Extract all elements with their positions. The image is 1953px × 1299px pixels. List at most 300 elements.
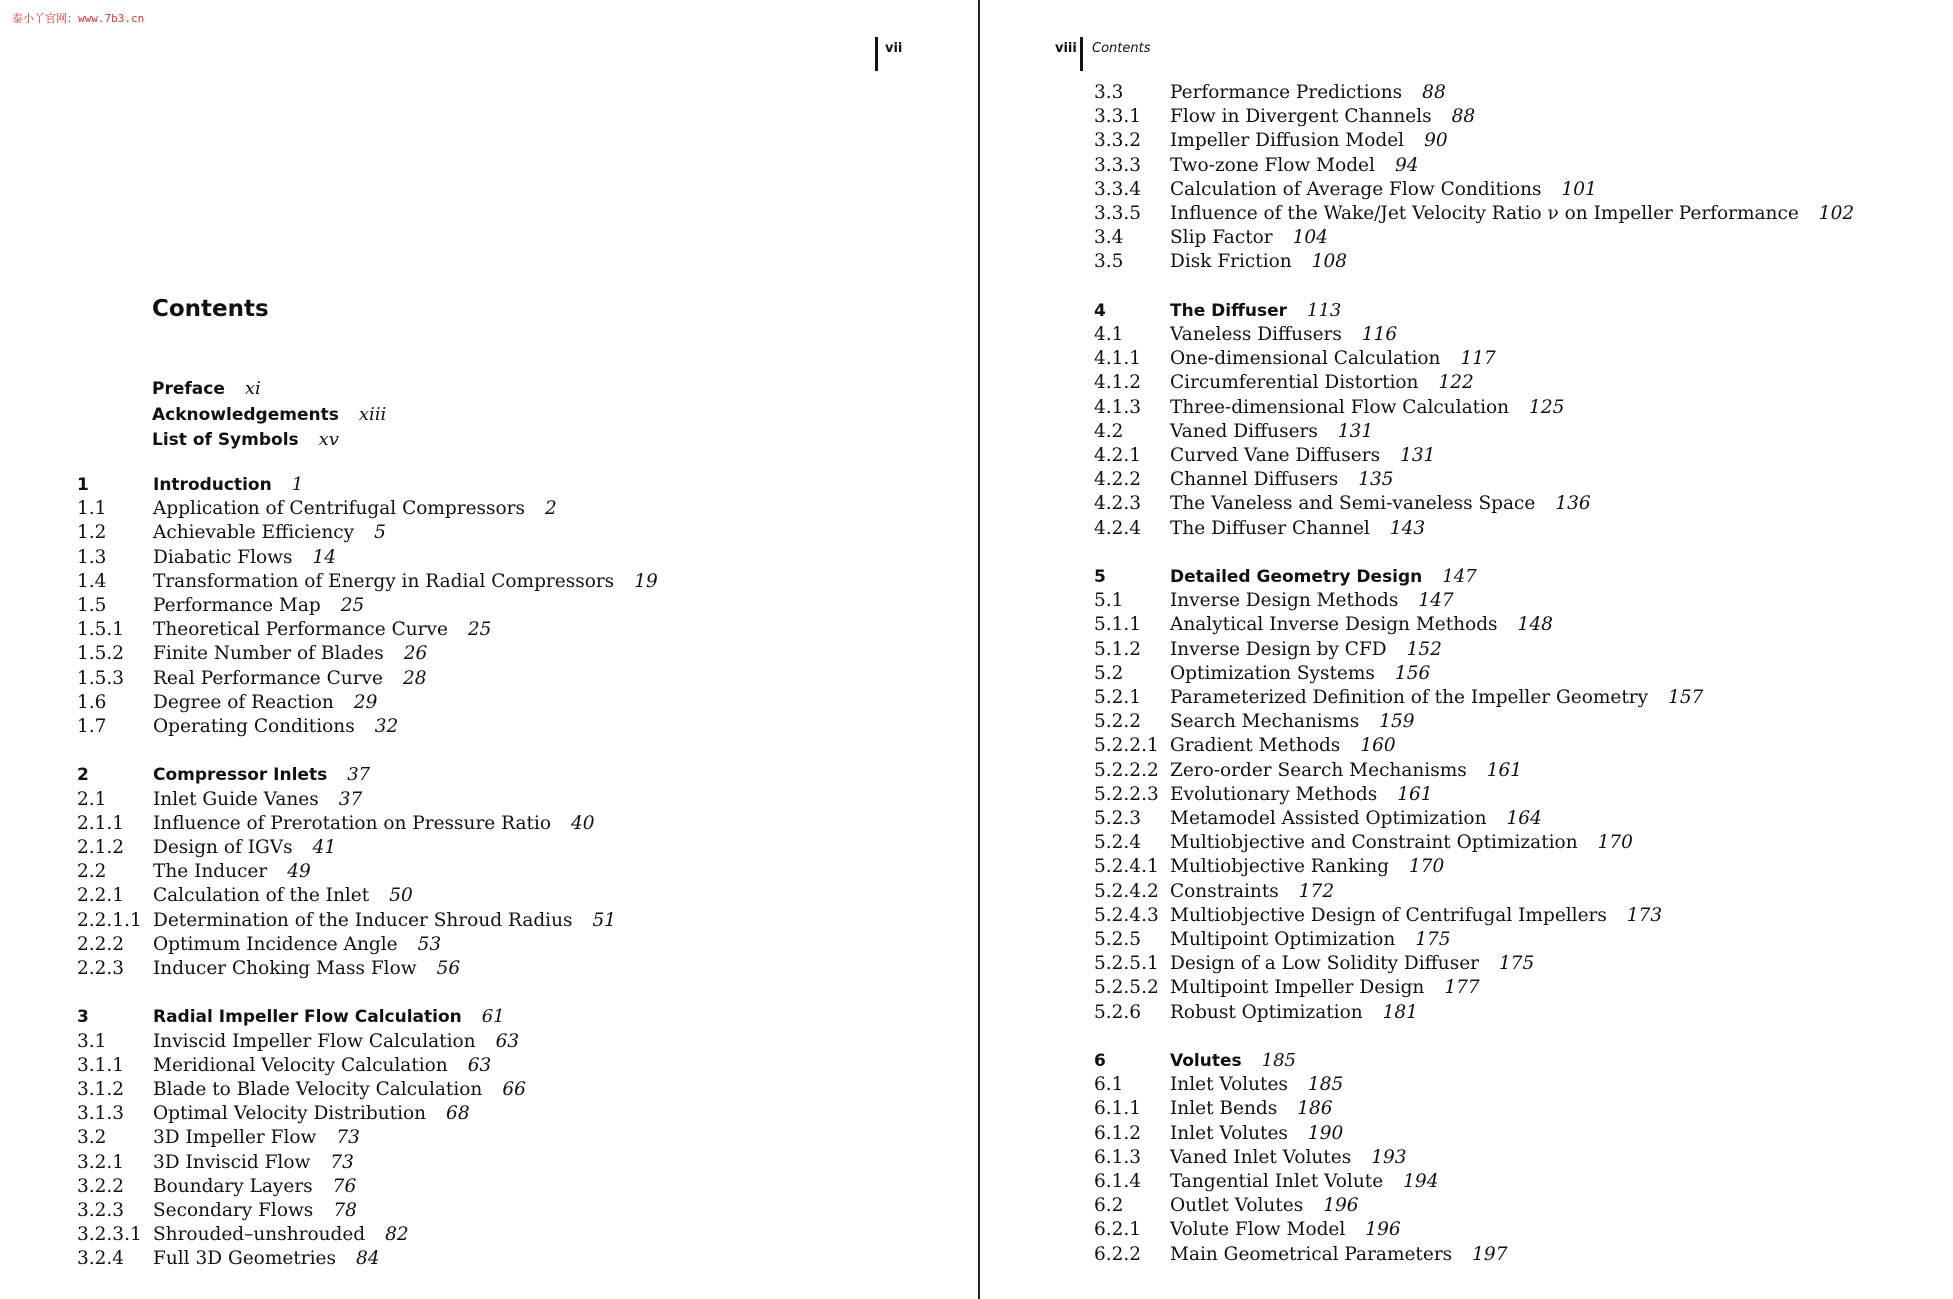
page-ref: 125 — [1529, 396, 1565, 418]
section-number: 5.1.2 — [1094, 638, 1142, 660]
page-ref: 29 — [353, 691, 378, 713]
section-title-text: The Diffuser Channel — [1170, 517, 1370, 539]
section-number: 1.2 — [77, 522, 107, 544]
section-title-text: Vaneless Diffusers — [1170, 324, 1342, 345]
section-title-text: Inviscid Impeller Flow Calculation — [153, 1030, 476, 1052]
section-number: 6.1.1 — [1094, 1098, 1142, 1120]
page-ref: 73 — [330, 1151, 354, 1173]
page-ref: 164 — [1506, 808, 1542, 829]
section-title — [153, 642, 427, 666]
section-title — [153, 594, 364, 618]
section-title — [153, 1054, 491, 1078]
section-title — [1170, 734, 1396, 758]
section-number: 5.2.4 — [1094, 832, 1142, 854]
section-title-text: Metamodel Assisted Optimization — [1170, 808, 1487, 829]
section-title — [153, 1247, 380, 1271]
section-number: 4.2.1 — [1094, 445, 1142, 466]
section-title-text: Introduction — [153, 475, 272, 495]
section-title — [1170, 1243, 1507, 1267]
section-number: 1.5 — [77, 595, 107, 616]
section-number: 1.4 — [77, 570, 107, 592]
section-title — [153, 763, 370, 787]
page-ref: 181 — [1382, 1001, 1418, 1023]
section-title — [153, 1199, 357, 1223]
section-title — [1170, 81, 1446, 105]
page-ref: xv — [318, 429, 339, 450]
page-ref: 51 — [592, 909, 617, 931]
section-title-text: Slip Factor — [1170, 227, 1273, 249]
section-title-text: Two-zone Flow Model — [1170, 154, 1375, 176]
section-number: 3.5 — [1094, 251, 1124, 273]
page-ref: 143 — [1389, 517, 1426, 539]
section-title — [153, 909, 616, 933]
section-title — [1170, 565, 1477, 589]
section-title — [153, 1005, 505, 1029]
section-title-text: Volutes — [1170, 1051, 1242, 1071]
section-number: 2.1 — [77, 788, 107, 810]
section-title-text: Inlet Volutes — [1170, 1074, 1288, 1096]
section-number: 3.1.1 — [77, 1054, 125, 1076]
section-number: 1.5.1 — [77, 619, 125, 641]
section-title — [153, 1078, 526, 1102]
section-title-text: Curved Vane Diffusers — [1170, 445, 1381, 466]
section-number: 5.2.5.1 — [1094, 953, 1159, 975]
section-number: 1.6 — [77, 691, 107, 713]
page-ref: 37 — [338, 788, 363, 810]
page-ref: 196 — [1365, 1219, 1401, 1241]
page-ref: 193 — [1371, 1146, 1407, 1168]
section-number: 3.3.3 — [1094, 154, 1142, 176]
page-ref: 25 — [467, 619, 492, 641]
section-title-text: Multiobjective Design of Centrifugal Impellers — [1170, 904, 1607, 926]
section-title-text: The Diffuser — [1170, 300, 1287, 321]
section-title-text: Disk Friction — [1170, 251, 1292, 273]
section-number: 4.2.2 — [1094, 469, 1142, 491]
section-title-text: Detailed Geometry Design — [1170, 567, 1423, 587]
section-number: 5.2.5.2 — [1094, 977, 1159, 999]
folio-rule — [875, 37, 878, 71]
page-number: vii — [885, 41, 903, 56]
section-number: 2.2 — [77, 861, 107, 883]
section-title — [153, 812, 595, 836]
page-ref: 108 — [1311, 251, 1348, 273]
section-title-text: The Inducer — [153, 861, 268, 883]
page-ref: 90 — [1424, 130, 1448, 152]
page-ref: 185 — [1307, 1074, 1344, 1096]
section-number: 4.1 — [1094, 324, 1124, 345]
page-ref: 73 — [336, 1127, 360, 1149]
section-title — [153, 860, 311, 884]
section-number: 2.2.1.1 — [77, 909, 142, 931]
page-ref: 32 — [374, 716, 399, 737]
section-title — [1170, 807, 1542, 831]
section-title-text: Real Performance Curve — [153, 667, 383, 689]
section-title-text: Influence of the Wake/Jet Velocity Ratio ν on Impeller Performance — [1170, 203, 1799, 224]
section-number: 3.4 — [1094, 227, 1124, 249]
page-ref: 131 — [1337, 420, 1374, 442]
section-number: 4.1.2 — [1094, 372, 1142, 394]
section-title-text: Optimum Incidence Angle — [153, 933, 398, 955]
section-title — [153, 546, 336, 570]
section-title — [153, 521, 386, 545]
section-number: 3.2.1 — [77, 1151, 125, 1173]
section-title-text: Inverse Design by CFD — [1170, 638, 1387, 660]
section-title — [1170, 371, 1474, 395]
page-ref: 170 — [1597, 832, 1633, 854]
section-number: 3.2.3 — [77, 1200, 125, 1221]
section-number: 2.1.2 — [77, 837, 125, 858]
section-title — [153, 1151, 354, 1175]
section-title-text: Design of a Low Solidity Diffuser — [1170, 953, 1480, 975]
section-title-text: Three-dimensional Flow Calculation — [1170, 396, 1510, 418]
section-title-text: Boundary Layers — [153, 1175, 313, 1197]
page-ref: 186 — [1297, 1098, 1333, 1120]
section-title-text: Analytical Inverse Design Methods — [1170, 614, 1498, 636]
section-title — [1170, 517, 1425, 541]
page-ref: 131 — [1400, 445, 1436, 466]
section-title — [1170, 759, 1522, 783]
section-number: 6.2.2 — [1094, 1243, 1142, 1265]
section-title — [1170, 831, 1633, 855]
page-ref: 190 — [1307, 1122, 1344, 1144]
front-matter-title: Acknowledgements — [152, 404, 339, 425]
section-title-text: Shrouded–unshrouded — [153, 1224, 366, 1246]
section-number: 5.2.4.1 — [1094, 856, 1159, 878]
section-number: 6.2 — [1094, 1195, 1124, 1217]
section-title-text: Outlet Volutes — [1170, 1195, 1304, 1217]
section-number: 5.2 — [1094, 662, 1124, 684]
section-title — [153, 836, 336, 860]
section-title — [153, 715, 398, 739]
section-number: 5.2.2.3 — [1094, 783, 1159, 805]
page-ref: 104 — [1292, 227, 1328, 249]
section-title-text: Multipoint Impeller Design — [1170, 977, 1425, 999]
section-title-text: Optimization Systems — [1170, 662, 1375, 684]
section-title — [1170, 226, 1328, 250]
page-ref: 175 — [1415, 929, 1451, 950]
section-number: 5.2.2.1 — [1094, 735, 1159, 757]
section-title — [1170, 952, 1534, 976]
section-number: 5.2.4.2 — [1094, 880, 1159, 902]
section-title — [1170, 154, 1418, 178]
section-title — [1170, 1001, 1418, 1025]
section-title — [1170, 468, 1394, 492]
section-number: 3.2.4 — [77, 1248, 125, 1270]
section-title-text: Secondary Flows — [153, 1200, 314, 1221]
page-ref: 84 — [355, 1248, 380, 1270]
section-title — [1170, 420, 1373, 444]
section-number: 5.2.2 — [1094, 711, 1142, 733]
front-matter-title: Preface — [152, 379, 225, 399]
section-number: 4.2 — [1094, 420, 1124, 442]
section-title — [153, 788, 362, 812]
section-number: 3.1.2 — [77, 1079, 125, 1100]
section-title-text: Circumferential Distortion — [1170, 372, 1419, 394]
page-ref: 135 — [1358, 469, 1394, 491]
page-ref: 63 — [467, 1054, 492, 1076]
section-title — [153, 1030, 519, 1054]
section-title — [1170, 589, 1454, 613]
section-title — [1170, 1194, 1359, 1218]
section-number: 2.1.1 — [77, 812, 125, 834]
section-number: 4.1.1 — [1094, 348, 1142, 370]
section-number: 4.2.4 — [1094, 517, 1142, 539]
section-title-text: Design of IGVs — [153, 837, 293, 858]
section-title-text: Zero-order Search Mechanisms — [1170, 759, 1467, 781]
section-title-text: One-dimensional Calculation — [1170, 348, 1441, 370]
section-title-text: Inlet Volutes — [1170, 1122, 1288, 1144]
section-title-text: The Vaneless and Semi-vaneless Space — [1170, 493, 1536, 515]
section-number: 6.1.2 — [1094, 1122, 1142, 1144]
section-title-text: Operating Conditions — [153, 716, 355, 737]
section-number: 3.3 — [1094, 82, 1124, 103]
page-ref: 82 — [385, 1224, 409, 1246]
section-title-text: Multiobjective and Constraint Optimization — [1170, 832, 1578, 854]
section-title-text: Full 3D Geometries — [153, 1248, 336, 1270]
section-title-text: Determination of the Inducer Shroud Radius — [153, 909, 573, 931]
page-ref: 175 — [1499, 953, 1535, 975]
front-matter-entry — [152, 403, 386, 427]
section-number: 3 — [77, 1007, 89, 1028]
section-title — [153, 570, 658, 594]
section-title — [1170, 444, 1435, 468]
page-ref: 159 — [1379, 711, 1415, 733]
page-ref: 197 — [1472, 1243, 1508, 1265]
section-title-text: 3D Inviscid Flow — [153, 1151, 311, 1173]
section-number: 4.2.3 — [1094, 493, 1142, 515]
section-title-text: Performance Map — [153, 595, 321, 616]
section-number: 2.2.2 — [77, 933, 125, 955]
page-number: viii — [1055, 41, 1077, 56]
page-ref: 156 — [1394, 662, 1431, 684]
section-title-text: Calculation of Average Flow Conditions — [1170, 178, 1542, 200]
page-ref: 196 — [1323, 1195, 1359, 1217]
section-title-text: Inverse Design Methods — [1170, 590, 1399, 612]
section-title-text: Impeller Diffusion Model — [1170, 130, 1405, 152]
page-ref: 147 — [1442, 566, 1477, 587]
page-ref: 185 — [1261, 1050, 1296, 1071]
section-number: 5.2.6 — [1094, 1001, 1142, 1023]
section-title-text: Vaned Diffusers — [1170, 420, 1318, 442]
section-title — [1170, 347, 1496, 371]
page-ref: 148 — [1517, 614, 1553, 636]
section-title-text: Vaned Inlet Volutes — [1170, 1146, 1352, 1168]
page-ref: 26 — [403, 643, 428, 665]
section-title-text: Compressor Inlets — [153, 765, 328, 786]
section-title-text: Influence of Prerotation on Pressure Ratio — [153, 812, 551, 834]
watermark-text: 泰小丫官网：www.7b3.cn — [12, 12, 145, 25]
section-number: 4 — [1094, 300, 1106, 321]
page-ref: 147 — [1418, 590, 1454, 612]
page-ref: 161 — [1486, 759, 1523, 781]
section-title — [1170, 129, 1448, 153]
page-ref: xiii — [358, 403, 387, 425]
section-title — [1170, 638, 1442, 662]
section-number: 2 — [77, 765, 89, 786]
section-title — [153, 884, 413, 908]
section-title-text: Parameterized Definition of the Impeller Geometry — [1170, 687, 1649, 708]
section-title — [153, 1102, 470, 1126]
section-title — [1170, 1146, 1407, 1170]
page-ref: 161 — [1397, 783, 1433, 805]
page-ref: 61 — [481, 1006, 505, 1028]
section-title — [1170, 1097, 1333, 1121]
page-ref: 1 — [291, 474, 304, 495]
page-ref: 25 — [340, 595, 365, 616]
page-ref: 53 — [417, 933, 442, 955]
section-number: 5.2.5 — [1094, 929, 1142, 950]
section-title — [1170, 1073, 1343, 1097]
section-title-text: Finite Number of Blades — [153, 643, 384, 665]
section-number: 6 — [1094, 1051, 1106, 1071]
section-title-text: Inlet Bends — [1170, 1098, 1278, 1120]
section-number: 6.2.1 — [1094, 1219, 1142, 1241]
page-ref: 19 — [634, 570, 658, 592]
section-title — [1170, 710, 1415, 734]
page-ref: 102 — [1818, 203, 1855, 224]
section-number: 1.5.3 — [77, 667, 125, 689]
section-number: 3.3.2 — [1094, 130, 1142, 152]
page-ref: 152 — [1406, 638, 1442, 660]
page-ref: 177 — [1444, 977, 1480, 999]
section-title-text: Theoretical Performance Curve — [153, 619, 448, 641]
section-title-text: Application of Centrifugal Compressors — [153, 498, 525, 520]
section-title — [153, 667, 426, 691]
front-matter-entry — [152, 428, 339, 452]
section-title — [153, 473, 303, 497]
page-ref: 28 — [402, 667, 427, 689]
section-title — [1170, 613, 1553, 637]
page-ref: 172 — [1298, 880, 1335, 902]
section-title — [153, 1223, 409, 1247]
section-title — [1170, 178, 1597, 202]
section-number: 5.2.4.3 — [1094, 904, 1159, 926]
page-ref: 94 — [1394, 154, 1419, 176]
section-title-text: Channel Diffusers — [1170, 469, 1339, 491]
section-title-text: Multipoint Optimization — [1170, 929, 1396, 950]
section-title — [1170, 904, 1662, 928]
page-title: Contents — [152, 296, 269, 322]
section-number: 6.1 — [1094, 1074, 1124, 1096]
section-title — [1170, 976, 1480, 1000]
front-matter-entry — [152, 377, 261, 401]
page-ref: 101 — [1561, 178, 1597, 200]
section-number: 5.2.3 — [1094, 808, 1142, 829]
running-head: Contents — [1092, 41, 1151, 56]
section-number: 3.2.3.1 — [77, 1224, 142, 1246]
section-number: 1.5.2 — [77, 643, 125, 665]
section-title-text: Main Geometrical Parameters — [1170, 1243, 1453, 1265]
page-ref: 5 — [374, 522, 386, 544]
section-title-text: Diabatic Flows — [153, 546, 293, 568]
page-ref: 160 — [1360, 735, 1396, 757]
front-matter-title: List of Symbols — [152, 430, 299, 450]
section-title — [1170, 323, 1397, 347]
page-ref: 173 — [1626, 904, 1663, 926]
page-ref: 2 — [545, 498, 557, 520]
section-number: 3.3.1 — [1094, 106, 1142, 128]
section-title — [1170, 1049, 1296, 1073]
page-ref: 116 — [1361, 324, 1398, 345]
page-ref: 88 — [1422, 82, 1446, 103]
page-ref: 14 — [312, 546, 337, 568]
section-number: 1.1 — [77, 498, 107, 520]
section-title-text: Blade to Blade Velocity Calculation — [153, 1079, 483, 1100]
section-title-text: Search Mechanisms — [1170, 711, 1360, 733]
section-title-text: Calculation of the Inlet — [153, 885, 370, 907]
section-title — [1170, 1170, 1438, 1194]
section-title-text: Radial Impeller Flow Calculation — [153, 1007, 462, 1028]
section-number: 6.1.3 — [1094, 1146, 1142, 1168]
section-number: 3.3.5 — [1094, 203, 1142, 224]
section-title-text: Inlet Guide Vanes — [153, 788, 319, 810]
page-ref: 122 — [1438, 372, 1474, 394]
section-number: 3.2 — [77, 1127, 107, 1149]
section-title — [153, 1175, 356, 1199]
page-ref: 37 — [347, 764, 371, 786]
section-title — [153, 691, 377, 715]
section-title-text: Evolutionary Methods — [1170, 783, 1378, 805]
section-number: 2.2.1 — [77, 885, 125, 907]
page-ref: 49 — [287, 861, 311, 883]
section-title — [1170, 783, 1433, 807]
page-ref: 66 — [502, 1079, 526, 1100]
page-ref: 78 — [333, 1200, 357, 1221]
section-title-text: Inducer Choking Mass Flow — [153, 958, 417, 979]
page-ref: 117 — [1460, 348, 1496, 370]
section-title-text: Achievable Efficiency — [153, 522, 355, 544]
page-ref: 68 — [446, 1103, 470, 1125]
section-title-text: 3D Impeller Flow — [153, 1127, 317, 1149]
section-title-text: Gradient Methods — [1170, 735, 1341, 757]
page-ref: 88 — [1451, 106, 1476, 128]
page-ref: 136 — [1555, 493, 1591, 515]
section-title-text: Meridional Velocity Calculation — [153, 1054, 448, 1076]
section-number: 5.1.1 — [1094, 614, 1142, 636]
section-number: 2.2.3 — [77, 958, 125, 979]
section-title-text: Multiobjective Ranking — [1170, 856, 1389, 878]
section-title-text: Transformation of Energy in Radial Compressors — [153, 570, 615, 592]
folio-rule — [1080, 37, 1083, 71]
section-number: 3.1.3 — [77, 1103, 125, 1125]
section-title — [153, 957, 460, 981]
section-title-text: Optimal Velocity Distribution — [153, 1103, 427, 1125]
section-title-text: Volute Flow Model — [1170, 1219, 1346, 1241]
section-title — [1170, 928, 1451, 952]
section-title-text: Flow in Divergent Channels — [1170, 106, 1432, 128]
section-title — [153, 933, 441, 957]
page-ref: 63 — [495, 1030, 520, 1052]
section-title — [1170, 250, 1347, 274]
section-title — [1170, 299, 1341, 323]
section-title — [1170, 202, 1854, 226]
section-number: 5.2.2.2 — [1094, 759, 1159, 781]
right-page — [980, 0, 1953, 1299]
page-ref: 170 — [1408, 856, 1445, 878]
section-title — [153, 497, 557, 521]
page-ref: 40 — [571, 812, 595, 834]
section-title — [1170, 396, 1564, 420]
section-number: 1.7 — [77, 716, 107, 737]
section-number: 1 — [77, 475, 89, 495]
section-title-text: Degree of Reaction — [153, 691, 334, 713]
page-ref: 76 — [332, 1175, 357, 1197]
page-ref: 41 — [312, 837, 337, 858]
section-title-text: Tangential Inlet Volute — [1170, 1171, 1384, 1192]
section-number: 3.1 — [77, 1030, 107, 1052]
page-ref: 50 — [389, 885, 413, 907]
section-number: 4.1.3 — [1094, 396, 1142, 418]
